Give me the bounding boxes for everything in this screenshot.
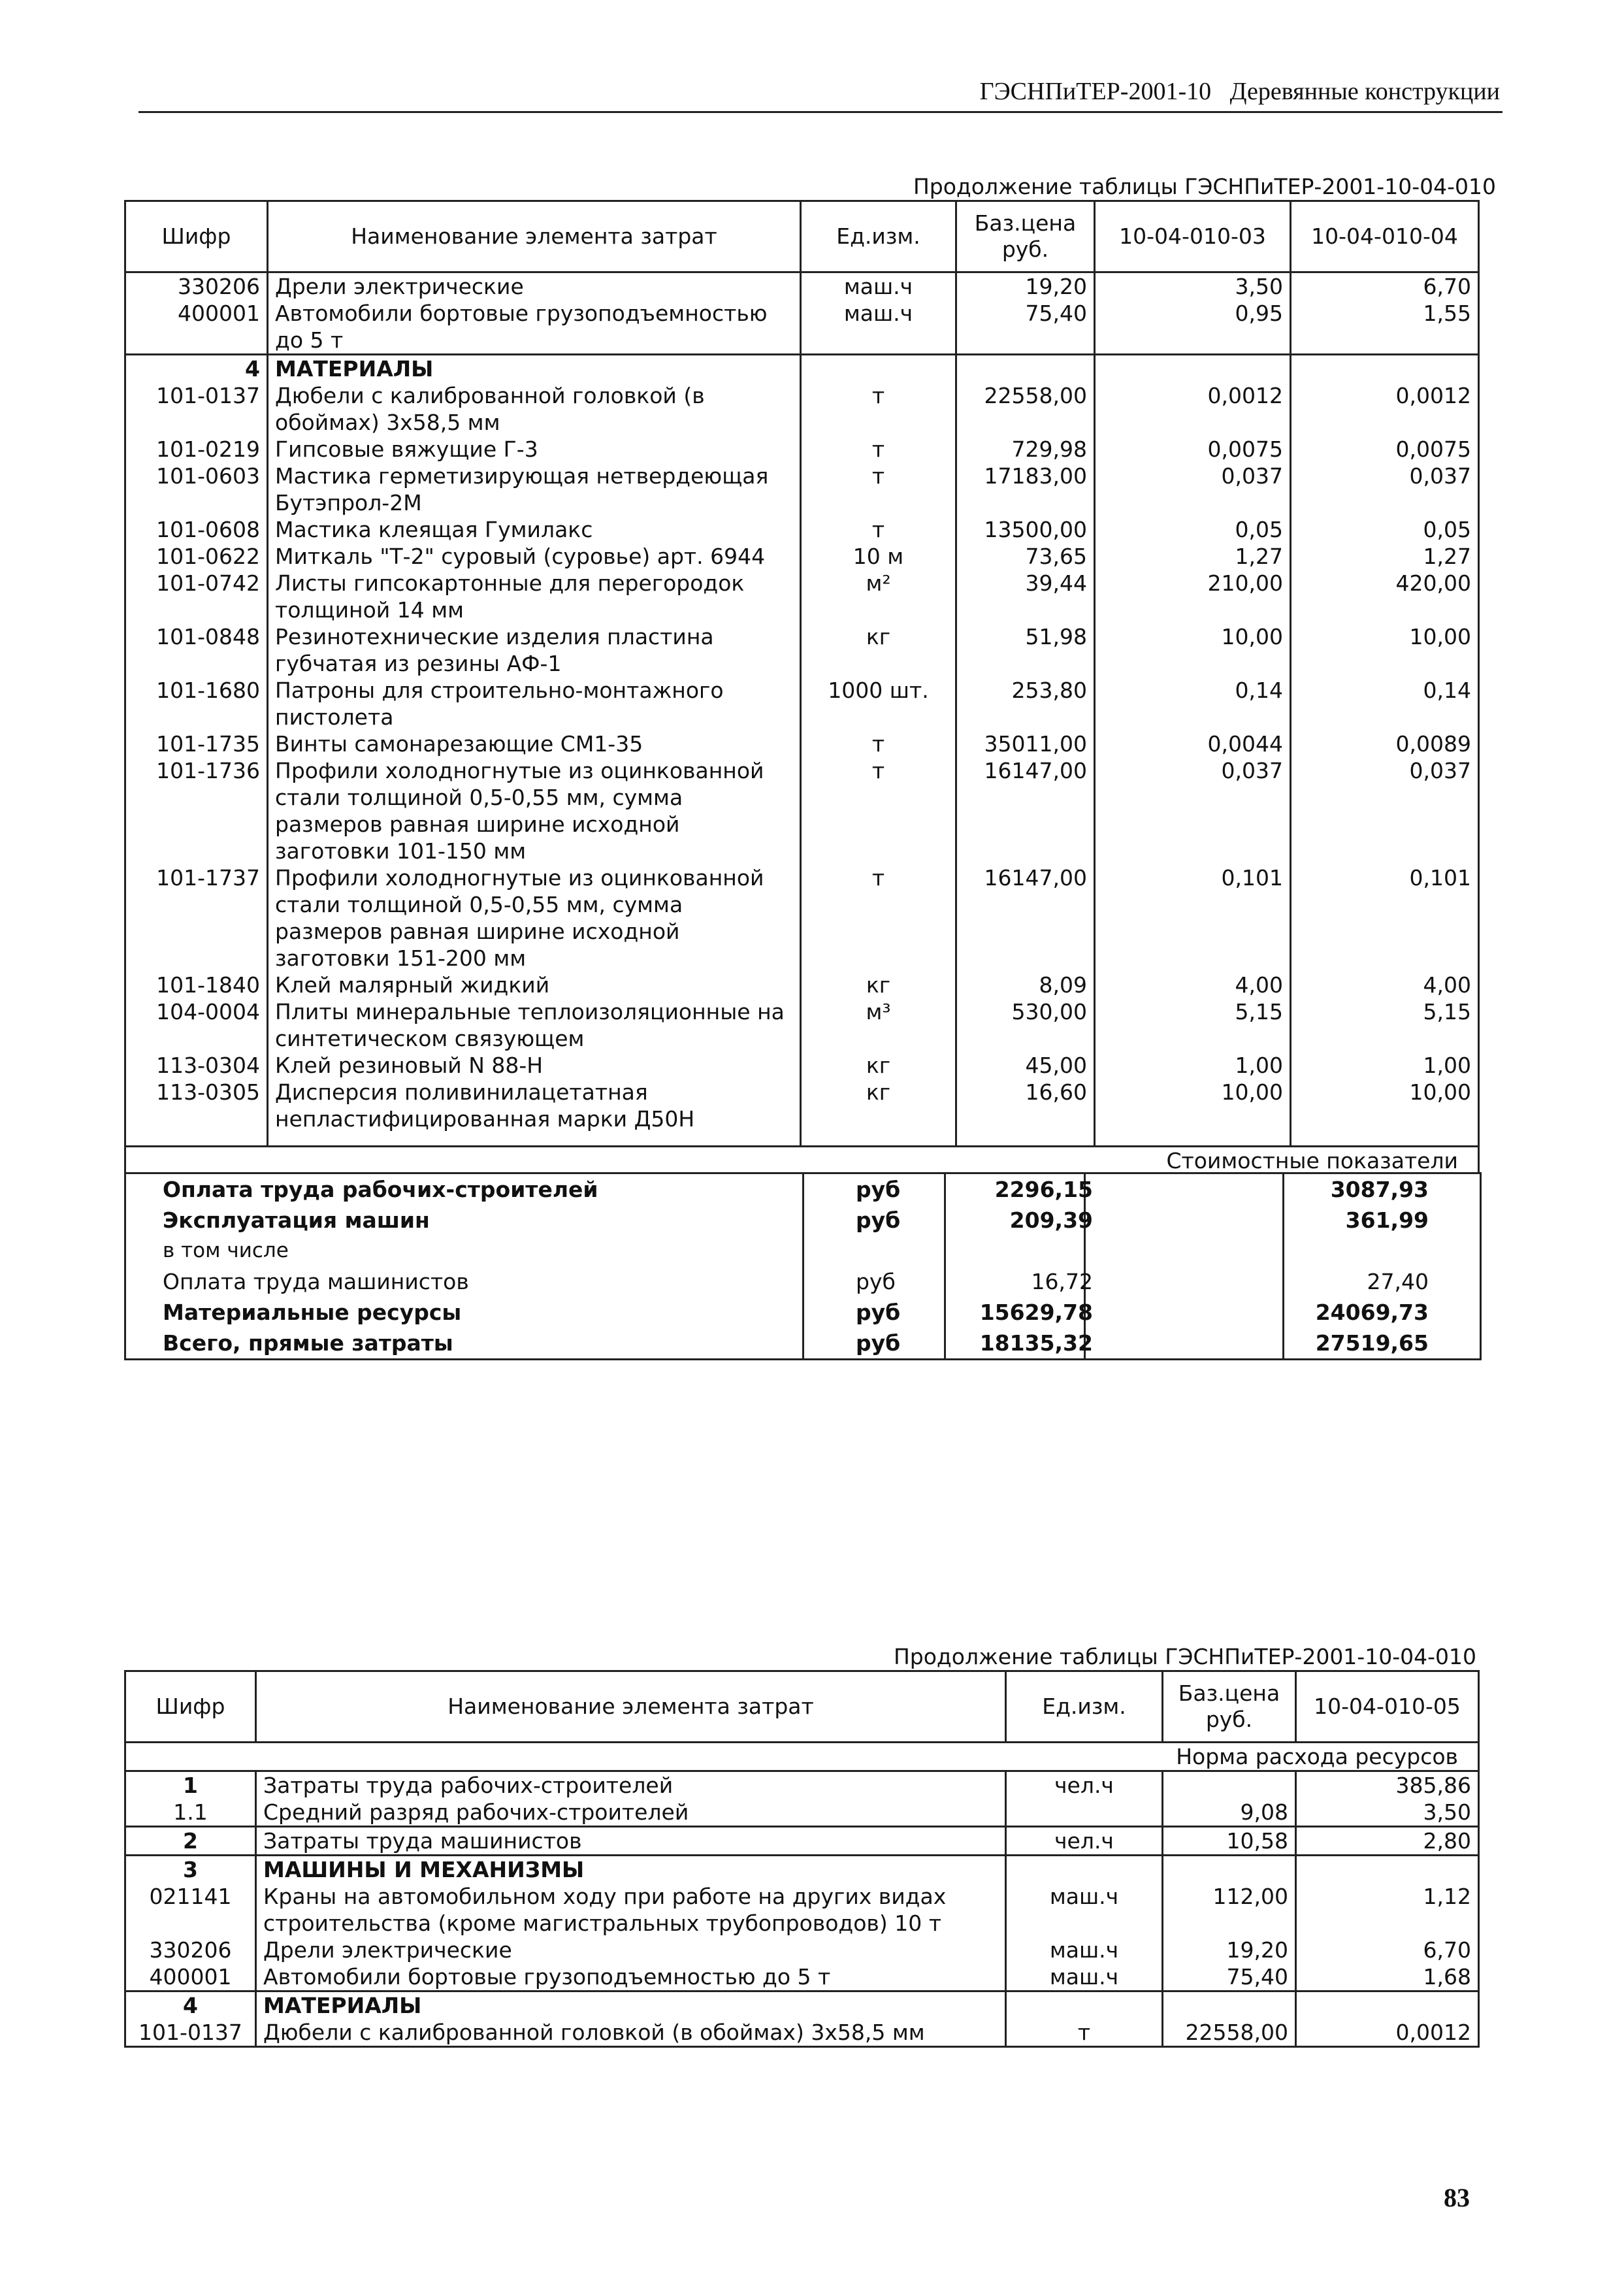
col-header-price: Баз.цена руб.	[1163, 1671, 1296, 1743]
base-price: 253,80	[956, 677, 1095, 730]
resource-name: Средний разряд рабочих-строителей	[256, 1799, 1006, 1827]
norm-value: 420,00	[1291, 570, 1479, 623]
base-price: 19,20	[956, 272, 1095, 301]
table-row	[125, 570, 1479, 623]
total-unit: руб	[856, 1269, 896, 1294]
resource-unit	[1006, 1856, 1163, 1884]
resource-unit: т	[801, 516, 956, 543]
norm-value: 10,00	[1095, 623, 1291, 677]
base-price	[1163, 1991, 1296, 2020]
resource-unit	[1006, 1991, 1163, 2020]
table-row	[125, 543, 1479, 570]
resource-code: 101-1736	[125, 757, 268, 864]
norm-value: 0,0075	[1291, 436, 1479, 463]
page-number: 83	[1444, 2183, 1470, 2212]
norm-value: 0,0044	[1095, 730, 1291, 757]
resource-code: 101-0219	[125, 436, 268, 463]
resource-code: 101-1735	[125, 730, 268, 757]
resource-code: 101-0608	[125, 516, 268, 543]
resource-unit: т	[1006, 2019, 1163, 2047]
section-row	[125, 1827, 1479, 1856]
base-price: 17183,00	[956, 463, 1095, 516]
base-price: 8,09	[956, 972, 1095, 998]
base-price: 16,60	[956, 1079, 1095, 1132]
totals-row	[126, 1328, 1480, 1358]
table2-header-row	[125, 1671, 1479, 1743]
table-row	[125, 1052, 1479, 1079]
total-value: 3087,93	[1330, 1177, 1429, 1202]
resource-code: 4	[125, 355, 268, 383]
totals-row	[126, 1205, 1480, 1236]
table-row	[125, 382, 1479, 436]
resource-name: Мастика герметизирующая нетвердеющая Бутэпрол-2М	[268, 463, 801, 516]
norm-value: 0,037	[1291, 757, 1479, 864]
col-header-name: Наименование элемента затрат	[256, 1671, 1006, 1743]
table-row	[125, 972, 1479, 998]
norm-value: 5,15	[1095, 998, 1291, 1052]
resource-code: 101-1680	[125, 677, 268, 730]
resource-unit: м²	[801, 570, 956, 623]
table-row	[125, 272, 1479, 301]
norm-value: 5,15	[1291, 998, 1479, 1052]
base-price: 75,40	[956, 300, 1095, 355]
norm-value: 0,05	[1291, 516, 1479, 543]
col-header-unit: Ед.изм.	[801, 201, 956, 272]
table-row	[125, 1799, 1479, 1827]
base-price: 530,00	[956, 998, 1095, 1052]
resource-code: 113-0305	[125, 1079, 268, 1132]
resource-code: 330206	[125, 272, 268, 301]
norm-value: 0,0012	[1095, 382, 1291, 436]
total-label: Всего, прямые затраты	[163, 1330, 453, 1356]
base-price: 16147,00	[956, 864, 1095, 972]
totals-row	[126, 1266, 1480, 1297]
total-value: 27,40	[1367, 1269, 1429, 1294]
norm-value: 0,0089	[1291, 730, 1479, 757]
total-value: 27519,65	[1315, 1330, 1429, 1356]
base-price: 16147,00	[956, 757, 1095, 864]
resource-code: 400001	[125, 300, 268, 355]
resource-code: 101-0137	[125, 2019, 256, 2047]
norm-value	[1291, 355, 1479, 383]
norm-value: 10,00	[1095, 1079, 1291, 1132]
table-row	[125, 864, 1479, 972]
col-header-name: Наименование элемента затрат	[268, 201, 801, 272]
norm-value: 385,86	[1296, 1771, 1479, 1799]
resource-unit: маш.ч	[1006, 1963, 1163, 1991]
norm-value: 2,80	[1296, 1827, 1479, 1856]
resource-name: Краны на автомобильном ходу при работе на других видах строительства (кроме магистральных трубопроводов) 10 т	[256, 1883, 1006, 1937]
norm-value: 4,00	[1095, 972, 1291, 998]
section-row	[125, 1991, 1479, 2020]
resource-name: МАШИНЫ И МЕХАНИЗМЫ	[256, 1856, 1006, 1884]
resource-unit: 10 м	[801, 543, 956, 570]
resource-name: Миткаль "Т-2" суровый (суровье) арт. 6944	[268, 543, 801, 570]
resource-unit	[1006, 1799, 1163, 1827]
resource-unit: чел.ч	[1006, 1827, 1163, 1856]
norm-value: 0,037	[1095, 757, 1291, 864]
resource-name: Затраты труда машинистов	[256, 1827, 1006, 1856]
col-header-norm-04: 10-04-010-04	[1291, 201, 1479, 272]
resource-unit: кг	[801, 1079, 956, 1132]
running-header	[138, 73, 1502, 113]
resource-code: 1	[125, 1771, 256, 1799]
resource-code: 101-1840	[125, 972, 268, 998]
base-price: 729,98	[956, 436, 1095, 463]
resource-unit: чел.ч	[1006, 1771, 1163, 1799]
base-price: 19,20	[1163, 1937, 1296, 1963]
norm-value: 6,70	[1296, 1937, 1479, 1963]
resource-name: Патроны для строительно-монтажного пистолета	[268, 677, 801, 730]
norm-value: 1,00	[1095, 1052, 1291, 1079]
empty-cell	[801, 1132, 956, 1147]
resource-name: Дрели электрические	[256, 1937, 1006, 1963]
resource-name: Автомобили бортовые грузоподъемностью до 5 т	[256, 1963, 1006, 1991]
totals-row	[126, 1297, 1480, 1328]
norm-value: 1,12	[1296, 1883, 1479, 1937]
resource-unit: кг	[801, 1052, 956, 1079]
resource-code: 113-0304	[125, 1052, 268, 1079]
col-header-norm-03: 10-04-010-03	[1095, 201, 1291, 272]
section-row	[125, 1856, 1479, 1884]
resource-unit: т	[801, 730, 956, 757]
norm-value: 1,00	[1291, 1052, 1479, 1079]
totals-row	[126, 1236, 1480, 1266]
norm-heading-row	[125, 1743, 1479, 1771]
norm-value: 0,0012	[1291, 382, 1479, 436]
base-price: 22558,00	[1163, 2019, 1296, 2047]
norm-value: 1,55	[1291, 300, 1479, 355]
norm-value: 4,00	[1291, 972, 1479, 998]
table-row	[125, 300, 1479, 355]
norm-value: 0,0012	[1296, 2019, 1479, 2047]
resource-unit: т	[801, 436, 956, 463]
norm-value: 1,27	[1095, 543, 1291, 570]
norm-value: 0,101	[1095, 864, 1291, 972]
norm-value: 10,00	[1291, 623, 1479, 677]
table-row	[125, 623, 1479, 677]
resource-code: 330206	[125, 1937, 256, 1963]
total-label: Эксплуатация машин	[163, 1207, 430, 1233]
resource-code: 101-0603	[125, 463, 268, 516]
norm-value	[1095, 355, 1291, 383]
empty-cell	[956, 1132, 1095, 1147]
resource-unit: т	[801, 757, 956, 864]
table-row	[125, 1079, 1479, 1132]
base-price: 112,00	[1163, 1883, 1296, 1937]
resource-name: МАТЕРИАЛЫ	[256, 1991, 1006, 2020]
total-value: 2296,15	[994, 1177, 1093, 1202]
resource-name: Мастика клеящая Гумилакс	[268, 516, 801, 543]
section-row	[125, 1771, 1479, 1799]
base-price: 13500,00	[956, 516, 1095, 543]
resource-name: Дюбели с калиброванной головкой (в обоймах) 3х58,5 мм	[268, 382, 801, 436]
table1	[124, 200, 1480, 1174]
base-price: 39,44	[956, 570, 1095, 623]
norm-value: 1,68	[1296, 1963, 1479, 1991]
norm-value: 0,05	[1095, 516, 1291, 543]
resource-name: Автомобили бортовые грузоподъемностью до 5 т	[268, 300, 801, 355]
table1-caption: Продолжение таблицы ГЭСНПиТЕР-2001-10-04-010	[913, 174, 1496, 199]
table-row	[125, 463, 1479, 516]
resource-name: Профили холодногнутые из оцинкованной стали толщиной 0,5-0,55 мм, сумма размеров равная ширине исходной заготовки 101-150 мм	[268, 757, 801, 864]
norm-value: 3,50	[1296, 1799, 1479, 1827]
base-price: 22558,00	[956, 382, 1095, 436]
resource-code: 101-0848	[125, 623, 268, 677]
table-row	[125, 2019, 1479, 2047]
table-row	[125, 757, 1479, 864]
table-row	[125, 516, 1479, 543]
total-label: в том числе	[163, 1239, 289, 1262]
norm-value: 0,14	[1095, 677, 1291, 730]
resource-code: 400001	[125, 1963, 256, 1991]
resource-name: МАТЕРИАЛЫ	[268, 355, 801, 383]
norm-value: 1,27	[1291, 543, 1479, 570]
cost-totals	[124, 1172, 1482, 1360]
resource-unit	[801, 355, 956, 383]
resource-name: Дрели электрические	[268, 272, 801, 301]
resource-name: Клей резиновый N 88-Н	[268, 1052, 801, 1079]
norm-value	[1296, 1856, 1479, 1884]
empty-cell	[1291, 1132, 1479, 1147]
total-label: Материальные ресурсы	[163, 1300, 462, 1325]
base-price	[956, 355, 1095, 383]
table1-header-row	[125, 201, 1479, 272]
norm-value: 210,00	[1095, 570, 1291, 623]
total-label: Оплата труда рабочих-строителей	[163, 1177, 598, 1202]
table-row	[125, 730, 1479, 757]
resource-unit: маш.ч	[1006, 1883, 1163, 1937]
norm-value: 0,101	[1291, 864, 1479, 972]
norm-value: 6,70	[1291, 272, 1479, 301]
section-row	[125, 355, 1479, 383]
cost-heading: Стоимостные показатели	[125, 1147, 1479, 1175]
empty-cell	[1095, 1132, 1291, 1147]
total-unit: руб	[856, 1300, 901, 1325]
resource-code: 101-0622	[125, 543, 268, 570]
total-value: 361,99	[1345, 1207, 1429, 1233]
resource-unit: маш.ч	[1006, 1937, 1163, 1963]
norm-value: 0,95	[1095, 300, 1291, 355]
resource-code: 3	[125, 1856, 256, 1884]
norm-value: 3,50	[1095, 272, 1291, 301]
empty-cell	[268, 1132, 801, 1147]
base-price: 9,08	[1163, 1799, 1296, 1827]
table-row	[125, 1883, 1479, 1937]
cost-heading-row	[125, 1147, 1479, 1175]
resource-name: Плиты минеральные теплоизоляционные на синтетическом связующем	[268, 998, 801, 1052]
resource-name: Дюбели с калиброванной головкой (в обоймах) 3х58,5 мм	[256, 2019, 1006, 2047]
resource-code: 101-0137	[125, 382, 268, 436]
resource-name: Гипсовые вяжущие Г-3	[268, 436, 801, 463]
norm-value: 10,00	[1291, 1079, 1479, 1132]
table-row	[125, 436, 1479, 463]
empty-cell	[125, 1132, 268, 1147]
table-row	[125, 1937, 1479, 1963]
total-unit: руб	[856, 1177, 901, 1202]
norm-value: 0,037	[1291, 463, 1479, 516]
total-value: 24069,73	[1315, 1300, 1429, 1325]
resource-name: Резинотехнические изделия пластина губчатая из резины АФ-1	[268, 623, 801, 677]
col-header-price: Баз.цена руб.	[956, 201, 1095, 272]
total-value: 15629,78	[979, 1300, 1093, 1325]
resource-code: 021141	[125, 1883, 256, 1937]
table-row	[125, 677, 1479, 730]
base-price: 45,00	[956, 1052, 1095, 1079]
resource-code: 104-0004	[125, 998, 268, 1052]
resource-name: Винты самонарезающие СМ1-35	[268, 730, 801, 757]
resource-unit: т	[801, 463, 956, 516]
base-price: 35011,00	[956, 730, 1095, 757]
resource-code: 101-0742	[125, 570, 268, 623]
norm-value: 0,037	[1095, 463, 1291, 516]
resource-unit: маш.ч	[801, 300, 956, 355]
resource-name: Затраты труда рабочих-строителей	[256, 1771, 1006, 1799]
running-header-text: ГЭСНПиТЕР-2001-10 Деревянные конструкции	[979, 78, 1500, 105]
total-label: Оплата труда машинистов	[163, 1269, 469, 1294]
spacer-row	[125, 1132, 1479, 1147]
table-row	[125, 998, 1479, 1052]
norm-heading: Норма расхода ресурсов	[125, 1743, 1479, 1771]
table-row	[125, 1963, 1479, 1991]
base-price	[1163, 1771, 1296, 1799]
resource-name: Клей малярный жидкий	[268, 972, 801, 998]
totals-row	[126, 1174, 1480, 1205]
base-price: 73,65	[956, 543, 1095, 570]
total-value: 16,72	[1031, 1269, 1093, 1294]
base-price: 75,40	[1163, 1963, 1296, 1991]
norm-value	[1296, 1991, 1479, 2020]
resource-code: 4	[125, 1991, 256, 2020]
resource-name: Дисперсия поливинилацетатная непластифицированная марки Д50Н	[268, 1079, 801, 1132]
total-value: 209,39	[1009, 1207, 1093, 1233]
resource-code: 101-1737	[125, 864, 268, 972]
table2	[124, 1670, 1480, 2048]
resource-name: Листы гипсокартонные для перегородок толщиной 14 мм	[268, 570, 801, 623]
col-header-norm-05: 10-04-010-05	[1296, 1671, 1479, 1743]
resource-unit: т	[801, 382, 956, 436]
resource-unit: кг	[801, 972, 956, 998]
base-price	[1163, 1856, 1296, 1884]
norm-value: 0,14	[1291, 677, 1479, 730]
base-price: 10,58	[1163, 1827, 1296, 1856]
base-price: 51,98	[956, 623, 1095, 677]
norm-value: 0,0075	[1095, 436, 1291, 463]
total-unit: руб	[856, 1330, 901, 1356]
col-header-code: Шифр	[125, 201, 268, 272]
resource-unit: 1000 шт.	[801, 677, 956, 730]
resource-unit: т	[801, 864, 956, 972]
total-value: 18135,32	[979, 1330, 1093, 1356]
resource-name: Профили холодногнутые из оцинкованной стали толщиной 0,5-0,55 мм, сумма размеров равная ширине исходной заготовки 151-200 мм	[268, 864, 801, 972]
resource-unit: маш.ч	[801, 272, 956, 301]
table2-caption: Продолжение таблицы ГЭСНПиТЕР-2001-10-04-010	[893, 1644, 1476, 1669]
resource-code: 1.1	[125, 1799, 256, 1827]
col-header-unit: Ед.изм.	[1006, 1671, 1163, 1743]
resource-code: 2	[125, 1827, 256, 1856]
col-header-code: Шифр	[125, 1671, 256, 1743]
total-unit: руб	[856, 1207, 901, 1233]
resource-unit: кг	[801, 623, 956, 677]
resource-unit: м³	[801, 998, 956, 1052]
